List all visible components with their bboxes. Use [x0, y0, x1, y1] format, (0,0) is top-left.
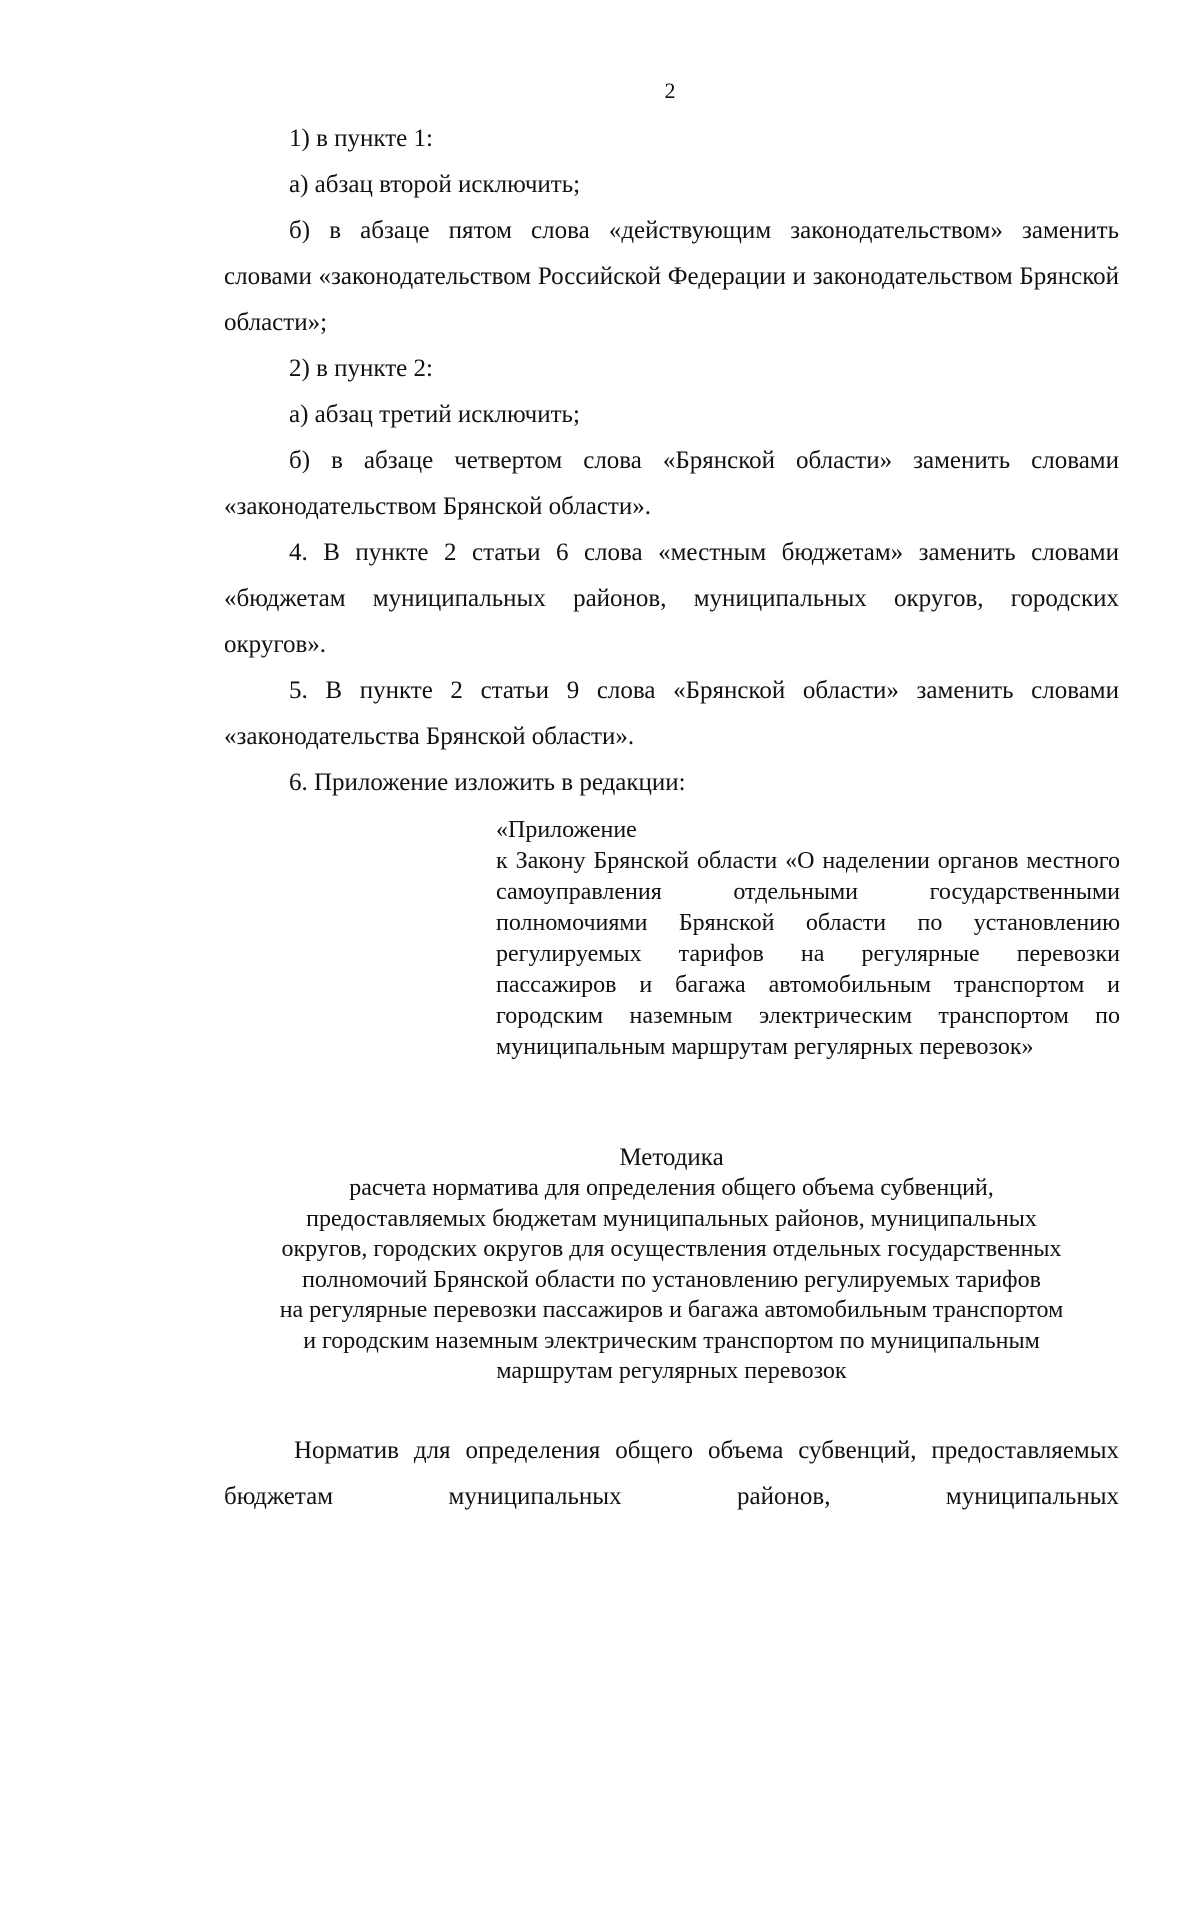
paragraph-article-4: 4. В пункте 2 статьи 6 слова «местным бюджетам» заменить словами «бюджетам муниципальных районов, муниципальных округов, городских округов». — [224, 539, 1119, 658]
appendix-heading: «Приложение — [496, 817, 637, 843]
normative-paragraph: Норматив для определения общего объема субвенций, предоставляемых бюджетам муниципальных районов, муниципальных — [224, 1437, 1119, 1510]
methodology-title: Методика — [619, 1144, 724, 1171]
paragraph-subitem-a: а) абзац второй исключить; — [289, 171, 581, 198]
methodology-subtitle — [224, 1173, 1119, 1387]
paragraph-article-5: 5. В пункте 2 статьи 9 слова «Брянской области» заменить словами «законодательства Брянской области». — [224, 677, 1119, 750]
methodology-line: на регулярные перевозки пассажиров и багажа автомобильным транспортом — [279, 1297, 1064, 1323]
methodology-line: округов, городских округов для осуществления отдельных государственных — [281, 1236, 1062, 1262]
paragraph-subitem-b-2: б) в абзаце четвертом слова «Брянской области» заменить словами «законодательством Брянской области». — [224, 447, 1119, 520]
page-number: 2 — [664, 78, 676, 103]
methodology-line: расчета норматива для определения общего объема субвенций, — [349, 1175, 994, 1201]
appendix-block — [496, 815, 1120, 1063]
methodology-line: предоставляемых бюджетам муниципальных районов, муниципальных — [306, 1205, 1037, 1232]
methodology-line: полномочий Брянской области по установлению регулируемых тарифов — [302, 1266, 1041, 1293]
appendix-text: к Закону Брянской области «О наделении органов местного самоуправления отдельными государственными полномочиями Брянской области по установлению регулируемых тарифов на регулярные перевозки пассажиров и багажа автомобильным транспортом и городским наземным электрическим транспортом по муниципальным маршрутам регулярных перевозок» — [496, 848, 1120, 1060]
paragraph-subitem-a-2: а) абзац третий исключить; — [289, 401, 580, 428]
paragraph-item-1: 1) в пункте 1: — [289, 125, 433, 152]
paragraph-article-6: 6. Приложение изложить в редакции: — [289, 769, 686, 796]
paragraph-item-2: 2) в пункте 2: — [289, 355, 433, 382]
paragraph-subitem-b: б) в абзаце пятом слова «действующим законодательством» заменить словами «законодательством Российской Федерации и законодательством Брянской области»; — [224, 217, 1119, 336]
methodology-line: и городским наземным электрическим транспортом по муниципальным — [303, 1327, 1040, 1354]
methodology-line: маршрутам регулярных перевозок — [496, 1358, 847, 1384]
